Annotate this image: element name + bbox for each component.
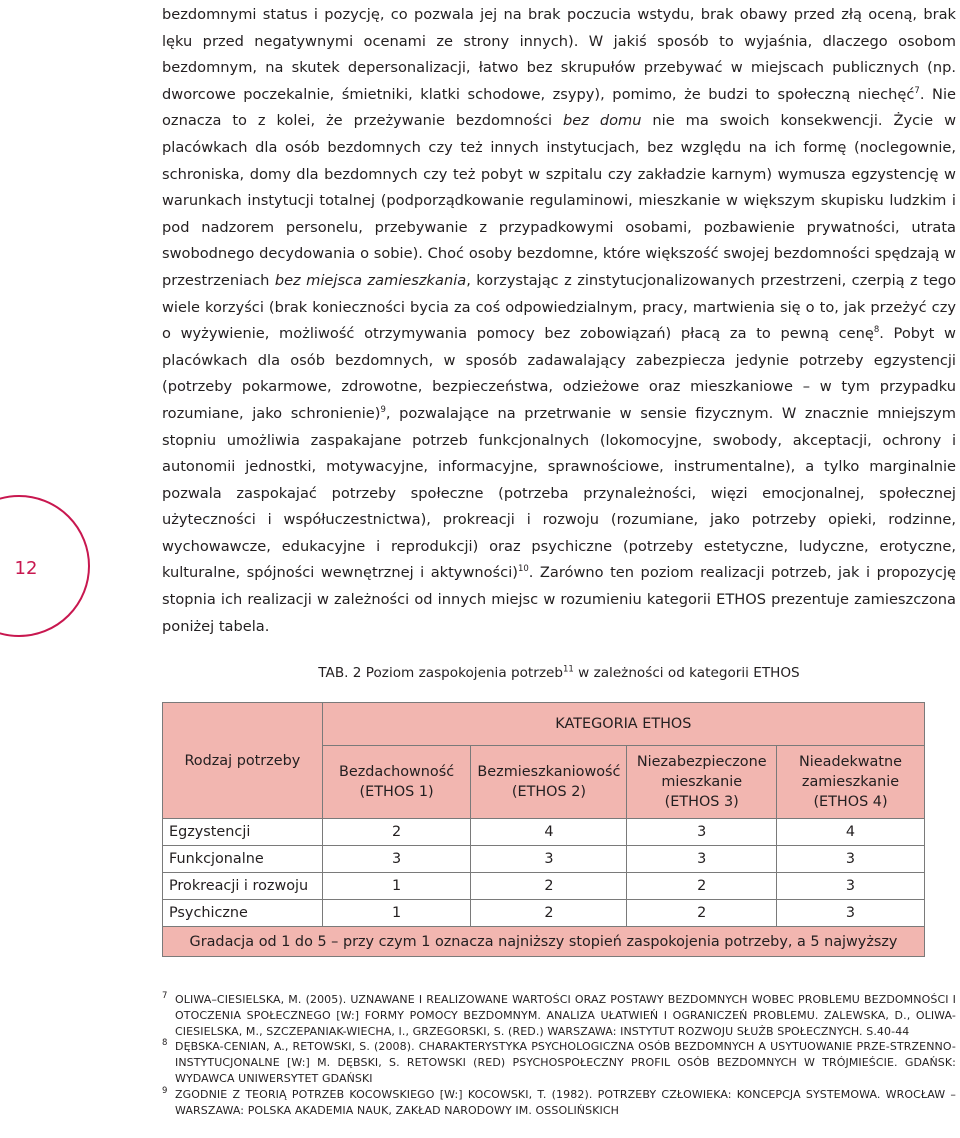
body-text-segment: . Nie oznacza to z kolei, że przeżywanie bezdomności [162, 85, 956, 130]
table-cell: 3 [322, 846, 471, 873]
table-cell: 4 [777, 819, 925, 846]
body-text-segment: nie ma swoich konsekwencji. Życie w placówkach dla osób bezdomnych czy też innych instytucjach, bez względu na ich formę (noclegownie, schroniska, domy dla bezdomnych czy też pobyt w szpitalu czy zakładzie karnym) wymusza egzystencję w warunkach instytucji totalnej (podporządkowanie regulaminowi, mieszkanie w większym skupisku ludzkim i pod nadzorem personelu, przebywanie z przypadkowymi osobami, pozbawienie prywatności, utrata swobodnego decydowania o sobie). Choć osoby bezdomne, które większość swojej bezdomności spędzają w przestrzeniach [162, 112, 957, 289]
footnote-ref: 10 [517, 564, 529, 575]
column-header-line: mieszkanie [661, 774, 743, 790]
footnote-text: DĘBSKA-CENIAN, A., RETOWSKI, S. (2008). CHARAKTERYSTYKA PSYCHOLOGICZNA OSÓB BEZDOMNYCH A USYTUOWANIE PRZE-STRZENNO-INSTYTUCJONALNE [W:] M. DĘBSKI, S. RETOWSKI (RED) PSYCHOSPOŁECZNY PROFIL OSÓB BEZDOMNYCH W TRÓJMIEŚCIE. GDAŃSK: WYDAWCA UNIWERSYTET GDAŃSKI [175, 1040, 956, 1085]
column-header [322, 746, 471, 819]
row-label: Prokreacji i rozwoju [163, 873, 323, 900]
table-caption [162, 665, 956, 681]
row-label: Psychiczne [163, 900, 323, 927]
column-header [627, 746, 777, 819]
table-cell: 2 [322, 819, 471, 846]
footnote-ref: 11 [562, 664, 574, 675]
footnote-number: 8 [162, 1038, 168, 1049]
table-cell: 2 [471, 873, 627, 900]
column-header-line: (ETHOS 1) [359, 784, 434, 800]
group-header-cell [322, 703, 924, 746]
column-header [777, 746, 925, 819]
column-header-line: (ETHOS 2) [511, 784, 586, 800]
table-cell: 3 [777, 900, 925, 927]
row-label: Egzystencji [163, 819, 323, 846]
caption-suffix: w zależności od kategorii ETHOS [573, 665, 800, 681]
table-cell: 2 [627, 900, 777, 927]
row-label: Funkcjonalne [163, 846, 323, 873]
emphasis-text: bez domu [562, 112, 642, 130]
row-header-label: Rodzaj potrzeby [184, 752, 301, 769]
table-cell: 4 [471, 819, 627, 846]
column-header-line: (ETHOS 4) [813, 794, 888, 810]
table-cell: 2 [627, 873, 777, 900]
body-text-segment: , pozwalające na przetrwanie w sensie fizycznym. W znacznie mniejszym stopniu umożliwia zaspakajane potrzeb funkcjonalnych (lokomocyjne, swobody, akceptacji, ochrony i autonomii jednostki, motywacyjne, informacyjne, sprawnościowe, instrumentalne), a tylko marginalnie pozwala zaspokajać potrzeby społeczne (potrzeba przynależności, więzi emocjonalnej, społecznej użyteczności i współuczestnictwa), prokreacji i rozwoju (rozumiane, jako potrzeby opieki, rodzinne, wychowawcze, edukacyjne i reprodukcji) oraz psychiczne (potrzeby estetyczne, ludyczne, erotyczne, kulturalne, spójności wewnętrznej i aktywności) [162, 404, 956, 582]
column-header-line: (ETHOS 3) [664, 794, 739, 810]
footnote-number: 7 [162, 991, 168, 1001]
table-cell: 3 [777, 873, 925, 900]
footnote [162, 992, 956, 1039]
footnote-text: ZGODNIE Z TEORIĄ POTRZEB KOCOWSKIEGO [W:] KOCOWSKI, T. (1982). POTRZEBY CZŁOWIEKA: KONCEPCJA SYSTEMOWA. WROCŁAW – WARSZAWA: POLSKA AKADEMIA NAUK, ZAKŁAD NARODOWY IM. OSSOLIŃSKICH [175, 1087, 956, 1117]
table-row [163, 873, 925, 900]
table-cell: 1 [322, 900, 471, 927]
group-header-label: KATEGORIA ETHOS [555, 716, 692, 732]
column-header-line: Nieadekwatne [799, 754, 902, 770]
table-row [163, 819, 925, 846]
footnote-ref: 8 [873, 325, 880, 336]
body-text-segment: . Pobyt w placówkach dla osób bezdomnych, w sposób zadawalający zabezpiecza jedynie potrzeby egzystencji (potrzeby pokarmowe, zdrowotne, bezpieczeństwa, odzieżowe oraz mieszkaniowe – w tym przypadku rozumiane, jako schronienie) [162, 325, 956, 422]
table-footer-note: Gradacja od 1 do 5 – przy czym 1 oznacza najniższy stopień zaspokojenia potrzeby, a 5 najwyższy [163, 927, 925, 957]
body-text-segment: bezdomnymi status i pozycję, co pozwala jej na brak poczucia wstydu, brak obawy przed złą oceną, brak lęku przed negatywnymi ocenami ze strony innych). W jakiś sposób to wyjaśnia, dlaczego osobom bezdomnym, na skutek depersonalizacji, łatwo bez skrupułów przebywać w miejscach publicznych (np. dworcowe poczekalnie, śmietniki, klatki schodowe, zsypy), pomimo, że budzi to społeczną niechęć [162, 6, 956, 103]
footnote-text: OLIWA–CIESIELSKA, M. (2005). UZNAWANE I REALIZOWANE WARTOŚCI ORAZ POSTAWY BEZDOMNYCH WOBEC PROBLEMU BEZDOMNOŚCI I OTOCZENIA SPOŁECZNEGO [W:] FORMY POMOCY BEZDOMNYM. ANALIZA UŁATWIEŃ I OGRANICZEŃ PROBLEMU. ZALEWSKA, D., OLIWA-CIESIELSKA, M., SZCZEPANIAK-WIECHA, I., GRZEGORSKI, S. (RED.) WARSZAWA: INSTYTUT ROZWOJU SŁUŻB SPOŁECZNYCH. S.40-44 [175, 993, 956, 1038]
column-header [471, 746, 627, 819]
body-text-segment: , korzystając z zinstytucjonalizowanych przestrzeni, czerpią z tego wiele korzyści (brak konieczności bycia za coś odpowiedzialnym, pracy, martwienia się o to, jak przeżyć czy o wyżywienie, możliwość otrzymywania pomocy bez zobowiązań) płacą za to pewną cenę [162, 271, 956, 343]
column-header-line: zamieszkanie [801, 774, 900, 790]
ethos-table [162, 702, 925, 957]
footnote-ref: 9 [380, 405, 386, 416]
caption-prefix: TAB. 2 Poziom zaspokojenia potrzeb [318, 665, 563, 681]
table-cell: 2 [471, 900, 627, 927]
column-header-line: Bezmieszkaniowość [477, 764, 621, 780]
table-cell: 3 [627, 819, 777, 846]
table-row [163, 846, 925, 873]
row-header-cell [163, 703, 323, 819]
body-paragraph [162, 2, 956, 640]
page-number: 12 [14, 558, 38, 579]
body-text [162, 2, 956, 640]
footnote-number: 9 [162, 1085, 168, 1096]
table-footer-row [163, 927, 925, 957]
footnote [162, 1039, 956, 1086]
footnote-ref: 7 [914, 85, 920, 96]
footnotes [162, 992, 956, 1118]
footnote [162, 1087, 956, 1119]
table-cell: 3 [777, 846, 925, 873]
table-cell: 1 [322, 873, 471, 900]
emphasis-text: bez miejsca zamieszkania [274, 271, 467, 289]
table-cell: 3 [471, 846, 627, 873]
table-row [163, 900, 925, 927]
body-text-segment: . Zarówno ten poziom realizacji potrzeb, jak i propozycję stopnia ich realizacji w zależności od innych miejsc w rozumieniu kategorii ETHOS prezentuje zamieszczona poniżej tabela. [162, 564, 956, 635]
column-header-line: Bezdachowność [338, 764, 455, 780]
column-header-line: Niezabezpieczone [636, 754, 767, 770]
table-cell: 3 [627, 846, 777, 873]
